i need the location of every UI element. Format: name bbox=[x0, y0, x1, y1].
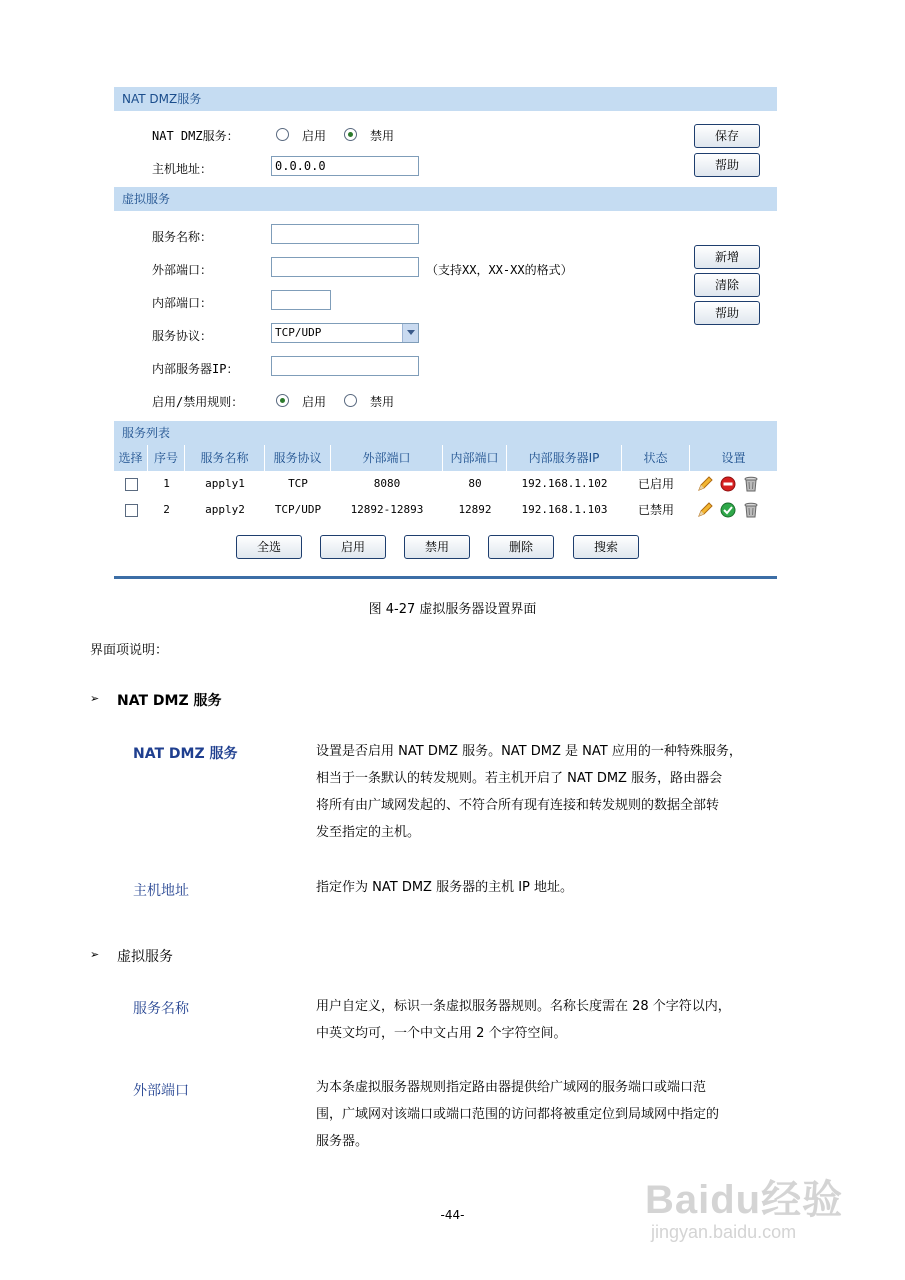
bullet-arrow-icon: ➢ bbox=[90, 692, 100, 705]
col-ext-port: 外部端口 bbox=[331, 445, 443, 471]
protocol-label: 服务协议： bbox=[152, 329, 213, 343]
row-protocol: TCP/UDP bbox=[274, 503, 322, 516]
int-port-input[interactable] bbox=[271, 290, 331, 310]
desc-line: 用户自定义，标识一条虚拟服务器规则。名称长度需在 28 个字符以内， bbox=[316, 999, 731, 1014]
section2-title: 虚拟服务 bbox=[117, 949, 173, 965]
desc-host-address bbox=[316, 874, 814, 901]
dmz-section-header: NAT DMZ服务 bbox=[114, 87, 777, 111]
col-select: 选择 bbox=[114, 445, 148, 471]
baidu-watermark bbox=[645, 1150, 855, 1260]
trash-icon[interactable] bbox=[743, 502, 759, 518]
row-status: 已启用 bbox=[637, 477, 674, 491]
term-service-name: 服务名称 bbox=[133, 1001, 189, 1017]
edit-pencil-icon[interactable] bbox=[697, 476, 713, 492]
col-int-port: 内部端口 bbox=[443, 445, 507, 471]
desc-service-name bbox=[316, 993, 814, 1047]
dmz-disable-label: 禁用 bbox=[370, 129, 395, 143]
watermark-sub: jingyan.baidu.com bbox=[651, 1222, 797, 1242]
add-button[interactable]: 新增 bbox=[694, 245, 760, 269]
desc-ext-port bbox=[316, 1074, 814, 1155]
table-header bbox=[114, 445, 777, 471]
page-number: -44- bbox=[440, 1208, 465, 1222]
term-ext-port: 外部端口 bbox=[133, 1083, 189, 1099]
delete-button[interactable]: 删除 bbox=[488, 535, 554, 559]
chevron-down-icon[interactable] bbox=[402, 324, 418, 342]
list-section-header: 服务列表 bbox=[114, 421, 777, 445]
row-ext-port: 12892-12893 bbox=[350, 503, 424, 516]
service-name-input[interactable] bbox=[271, 224, 419, 244]
select-all-button[interactable]: 全选 bbox=[236, 535, 302, 559]
desc-line: 中英文均可，一个中文占用 2 个字符空间。 bbox=[316, 1026, 567, 1041]
desc-line: 围，广域网对该端口或端口范围的访问都将被重定位到局域网中指定的 bbox=[316, 1107, 720, 1122]
term-nat-dmz: NAT DMZ 服务 bbox=[133, 746, 238, 762]
watermark-main: Baidu经验 bbox=[645, 1178, 844, 1222]
desc-line: 指定作为 NAT DMZ 服务器的主机 IP 地址。 bbox=[316, 880, 574, 895]
col-index: 序号 bbox=[148, 445, 185, 471]
router-config-panel bbox=[114, 87, 777, 580]
row-index: 1 bbox=[163, 477, 170, 490]
disable-button[interactable]: 禁用 bbox=[404, 535, 470, 559]
protocol-select[interactable] bbox=[271, 323, 419, 343]
desc-line: 将所有由广域网发起的、不符合所有现有连接和转发规则的数据全部转 bbox=[316, 798, 720, 813]
row-checkbox[interactable] bbox=[125, 504, 138, 517]
desc-nat-dmz bbox=[316, 738, 814, 846]
ext-port-label: 外部端口： bbox=[152, 263, 213, 277]
term-host-address: 主机地址 bbox=[133, 883, 189, 899]
rule-disable-radio[interactable] bbox=[344, 394, 357, 407]
row-ext-port: 8080 bbox=[373, 477, 401, 490]
service-name-label: 服务名称： bbox=[152, 230, 213, 244]
dmz-help-button[interactable]: 帮助 bbox=[694, 153, 760, 177]
table-row bbox=[114, 471, 777, 497]
rule-label: 启用/禁用规则： bbox=[152, 395, 244, 409]
enable-check-icon[interactable] bbox=[720, 502, 736, 518]
rule-disable-label: 禁用 bbox=[370, 395, 395, 409]
dmz-enable-label: 启用 bbox=[302, 129, 327, 143]
rule-enable-radio[interactable] bbox=[276, 394, 289, 407]
dmz-disable-radio[interactable] bbox=[344, 128, 357, 141]
col-status: 状态 bbox=[622, 445, 690, 471]
row-checkbox[interactable] bbox=[125, 478, 138, 491]
ext-port-input[interactable] bbox=[271, 257, 419, 277]
dmz-enable-radio[interactable] bbox=[276, 128, 289, 141]
col-server-ip: 内部服务器IP bbox=[507, 445, 622, 471]
row-ip: 192.168.1.103 bbox=[521, 503, 608, 516]
trash-icon[interactable] bbox=[743, 476, 759, 492]
dmz-service-label: NAT DMZ服务： bbox=[152, 129, 239, 143]
col-settings: 设置 bbox=[721, 451, 746, 465]
row-name: apply2 bbox=[205, 503, 245, 516]
clear-button[interactable]: 清除 bbox=[694, 273, 760, 297]
row-protocol: TCP bbox=[288, 477, 308, 490]
row-status: 已禁用 bbox=[637, 503, 674, 517]
col-protocol: 服务协议 bbox=[265, 445, 331, 471]
server-ip-label: 内部服务器IP： bbox=[152, 362, 239, 376]
figure-caption: 图 4-27 虚拟服务器设置界面 bbox=[368, 602, 537, 617]
desc-line: 为本条虚拟服务器规则指定路由器提供给广域网的服务端口或端口范 bbox=[316, 1080, 707, 1095]
row-index: 2 bbox=[163, 503, 170, 516]
bullet-arrow-icon: ➢ bbox=[90, 948, 100, 961]
virtual-section-header: 虚拟服务 bbox=[114, 187, 777, 211]
desc-line: 服务器。 bbox=[316, 1134, 369, 1149]
col-name: 服务名称 bbox=[185, 445, 265, 471]
dmz-host-input[interactable]: 0.0.0.0 bbox=[271, 156, 419, 176]
panel-bottom-divider bbox=[114, 576, 777, 579]
server-ip-input[interactable] bbox=[271, 356, 419, 376]
enable-button[interactable]: 启用 bbox=[320, 535, 386, 559]
desc-line: 相当于一条默认的转发规则。若主机开启了 NAT DMZ 服务，路由器会 bbox=[316, 771, 723, 786]
section1-title: NAT DMZ 服务 bbox=[117, 693, 222, 709]
desc-line: 发至指定的主机。 bbox=[316, 825, 421, 840]
dmz-host-label: 主机地址： bbox=[152, 162, 213, 176]
row-name: apply1 bbox=[205, 477, 245, 490]
intro-text: 界面项说明： bbox=[90, 643, 169, 658]
ext-port-hint: （支持XX，XX-XX的格式） bbox=[426, 263, 573, 277]
protocol-selected-value: TCP/UDP bbox=[275, 326, 322, 339]
dmz-save-button[interactable]: 保存 bbox=[694, 124, 760, 148]
rule-enable-label: 启用 bbox=[302, 395, 327, 409]
row-int-port: 12892 bbox=[458, 503, 492, 516]
desc-line: 设置是否启用 NAT DMZ 服务。NAT DMZ 是 NAT 应用的一种特殊服务， bbox=[316, 744, 742, 759]
row-int-port: 80 bbox=[468, 477, 482, 490]
virtual-help-button[interactable]: 帮助 bbox=[694, 301, 760, 325]
row-ip: 192.168.1.102 bbox=[521, 477, 608, 490]
edit-pencil-icon[interactable] bbox=[697, 502, 713, 518]
table-row bbox=[114, 497, 777, 523]
disable-icon[interactable] bbox=[720, 476, 736, 492]
search-button[interactable]: 搜索 bbox=[573, 535, 639, 559]
int-port-label: 内部端口： bbox=[152, 296, 213, 310]
